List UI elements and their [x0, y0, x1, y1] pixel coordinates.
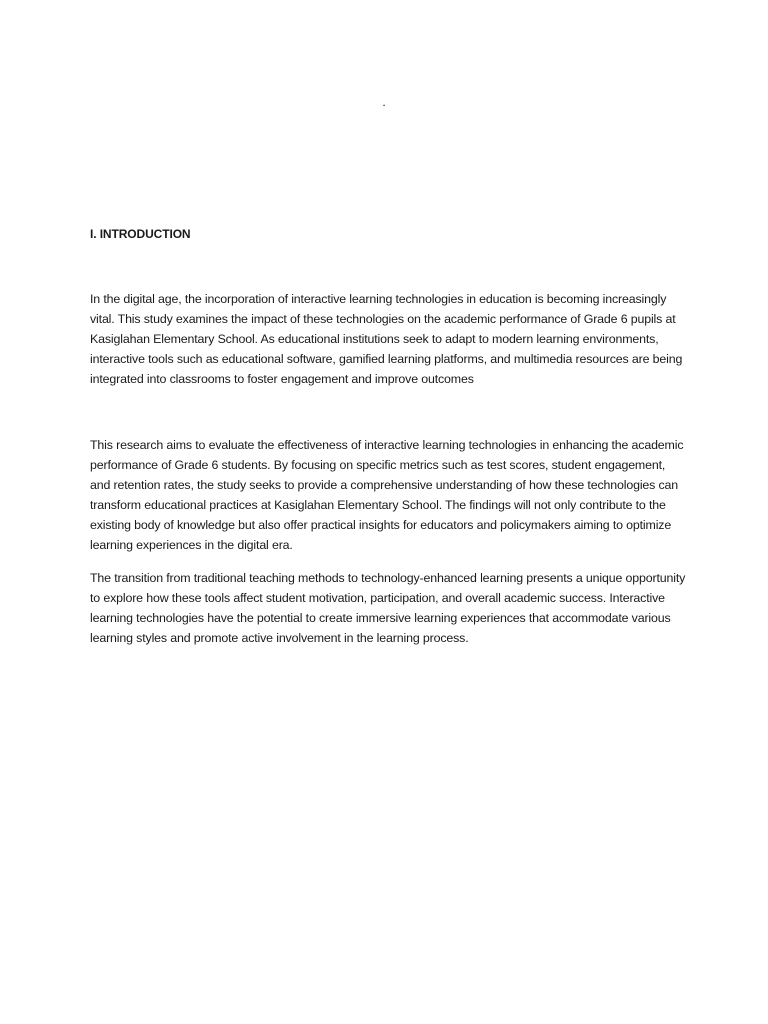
section-heading: I. INTRODUCTION — [90, 227, 191, 241]
paragraph-1: In the digital age, the incorporation of interactive learning technologies in education is becoming increasingly vital. This study examines the impact of these technologies on the academic performance of Grade 6 pupils at Kasiglahan Elementary School. As educational institutions seek to adapt to modern learning environments, interactive tools such as educational software, gamified learning platforms, and multimedia resources are being integrated into classrooms to foster engagement and improve outcomes — [90, 292, 683, 386]
header-mark: . — [382, 95, 386, 109]
paragraph-2: This research aims to evaluate the effectiveness of interactive learning technologies in enhancing the academic performance of Grade 6 students. By focusing on specific metrics such as test scores, student engagement, and retention rates, the study seeks to provide a comprehensive understanding of how these technologies can transform educational practices at Kasiglahan Elementary School. The findings will not only contribute to the existing body of knowledge but also offer practical insights for educators and policymakers aiming to optimize learning experiences in the digital era. — [90, 438, 684, 552]
paragraph-3: The transition from traditional teaching methods to technology-enhanced learning presents a unique opportunity to explore how these tools affect student motivation, participation, and overall academic success. Interactive learning technologies have the potential to create immersive learning experiences that accommodate various learning styles and promote active involvement in the learning process. — [90, 571, 686, 645]
